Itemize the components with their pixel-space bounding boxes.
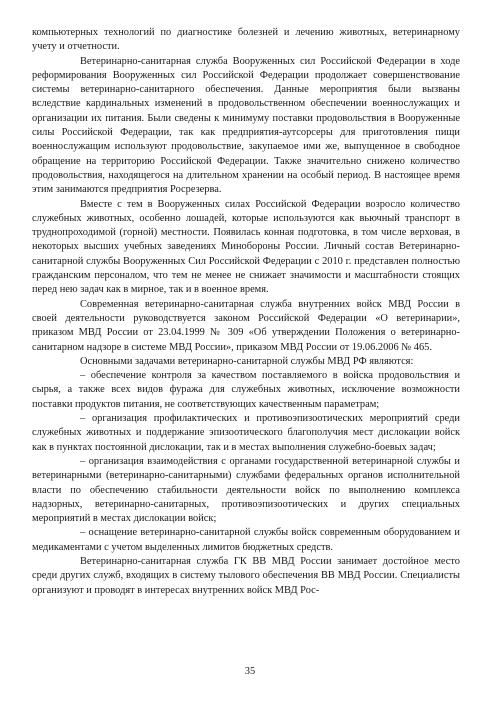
paragraph-1: компьютерных технологий по диагностике болезней и лечению животных, ветеринарному учету и отчетности.: [32, 27, 460, 53]
paragraph-2: Ветеринарно-санитарная служба Вооруженных сил Российской Федерации в ходе реформирования Вооруженных сил Российской Федерации продолжает совершенствование системы ветеринарно-санитарного обеспечения. Данные мероприятия были вызваны вследствие кардинальных изменений в продовольственном обеспечении военнослужащих и организации их питания. Были сведены к минимуму поставки продовольствия в Вооруженные силы Российской Федерации, так как предприятия-аутсорсеры для приготовления пищи военнослужащим используют продовольствие, закупаемое ими же, выпущенное в свободное обращение на территорию Российской Федерации. Также значительно снижено количество продовольствия, находящегося на длительном хранении на особый период. В настоящее время этим занимаются предприятия Росрезерва.: [32, 55, 460, 196]
list-item-4: – оснащение ветеринарно-санитарной службы войск современным оборудованием и медикаментами с учетом выделенных лимитов бюджетных средств.: [32, 527, 460, 553]
paragraph-5: Основными задачами ветеринарно-санитарной службы МВД РФ являются:: [80, 355, 414, 367]
list-item-2: – организация профилактических и противоэпизоотических мероприятий среди служебных животных и поддержание эпизоотического благополучия мест дислокации войск как в пунктах постоянной дислокации, так и в местах выполнения служебно-боевых задач;: [32, 413, 460, 453]
paragraph-4: Современная ветеринарно-санитарная служба внутренних войск МВД России в своей деятельности руководствуется законом Российской Федерации «О ветеринарии», приказом МВД России от 23.04.1999 № 309 «Об утверждении Положения о ветеринарно-санитарном надзоре в системе МВД России», приказом МВД России от 19.06.2006 № 465.: [32, 298, 460, 353]
list-item-1: – обеспечение контроля за качеством поставляемого в войска продовольствия и сырья, а также всех видов фуража для служебных животных, исключение возможности поставки продуктов питания, не соответствующих качественным параметрам;: [32, 370, 460, 410]
paragraph-6: Ветеринарно-санитарная служба ГК ВВ МВД России занимает достойное место среди других служб, входящих в систему тылового обеспечения ВВ МВД России. Специалисты организуют и проводят в интересах внутренних войск МВД Рос-: [32, 555, 460, 596]
list-item-3: – организация взаимодействия с органами государственной ветеринарной службы и ветеринарными (ветеринарно-санитарными) службами федеральных органов исполнительной власти по обеспечению стабильности деятельности войск по выполнению комплекса надзорных, ветеринарно-санитарных, противоэпизоотических и других специальных мероприятий в местах дислокации войск;: [32, 455, 460, 525]
page-number: 35: [244, 666, 256, 677]
paragraph-3: Вместе с тем в Вооруженных силах Российской Федерации возросло количество служебных животных, особенно лошадей, которые используются как вьючный транспорт в труднопроходимой (горной) местности. Появилась конная подготовка, в том числе верховая, в некоторых высших учебных заведениях Минобороны России. Личный состав Ветеринарно-санитарной службы Вооруженных Сил Российской Федерации с 2010 г. представлен полностью гражданским персоналом, что тем не менее не снижает значимости и масштабности стоящих перед нею задач как в мирное, так и в военное время.: [32, 198, 460, 296]
